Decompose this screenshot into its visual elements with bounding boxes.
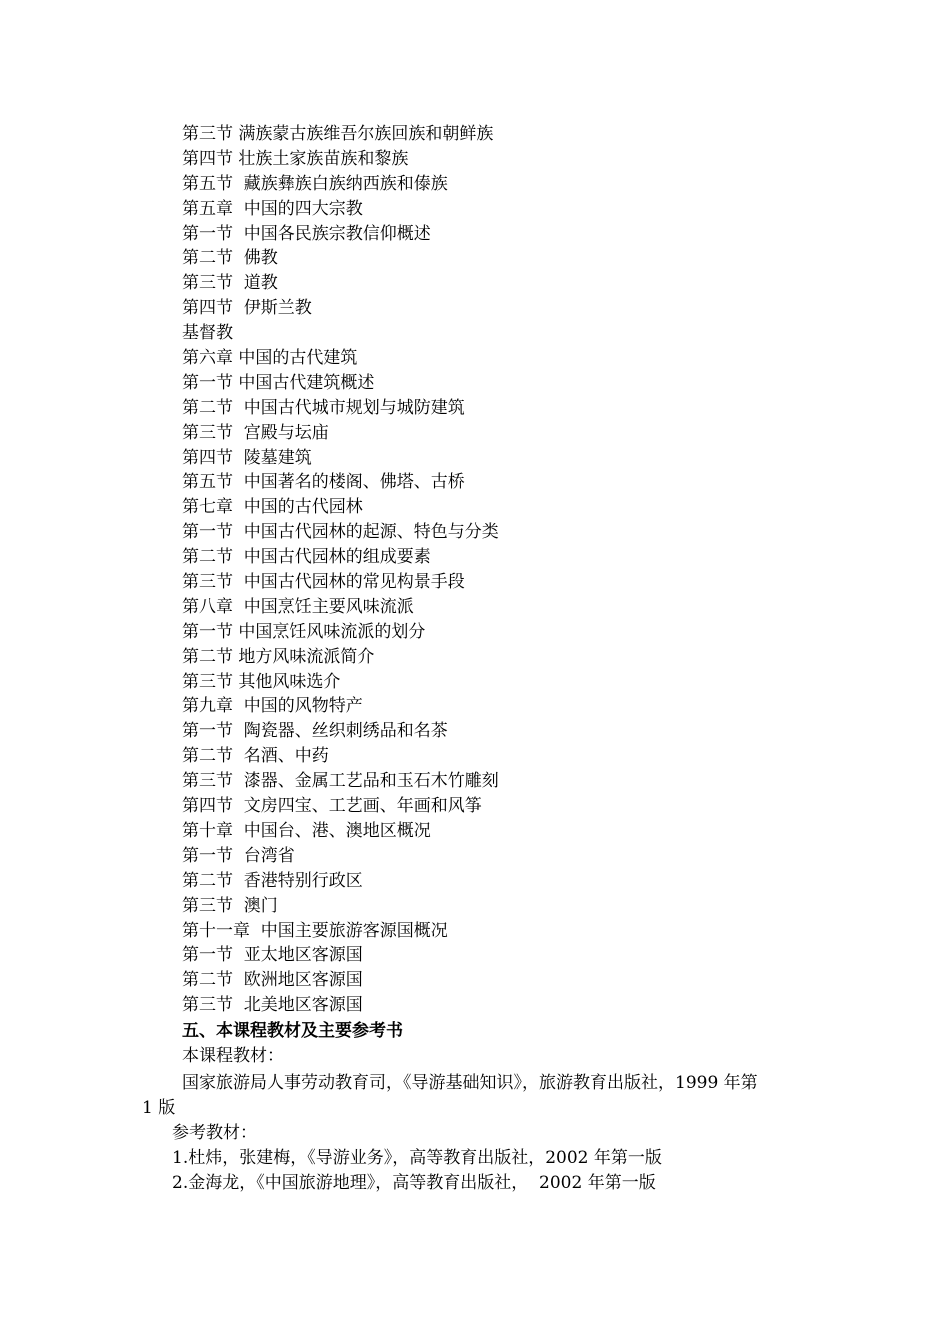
toc-item: 第二节 中国古代城市规划与城防建筑 [182, 397, 465, 418]
toc-item: 第三节 道教 [182, 273, 278, 294]
toc-item: 第三节 中国古代园林的常见构景手段 [182, 572, 465, 593]
toc-item: 第一节 陶瓷器、丝织刺绣品和名茶 [182, 721, 448, 742]
toc-item: 第四节 陵墓建筑 [182, 447, 312, 468]
toc-item: 第二节 香港特别行政区 [182, 870, 363, 891]
reference-label: 参考教材： [172, 1123, 257, 1143]
toc-item: 第八章 中国烹饪主要风味流派 [182, 596, 414, 617]
toc-item: 第一节 中国烹饪风味流派的划分 [182, 621, 426, 642]
toc-item: 第一节 亚太地区客源国 [182, 945, 363, 966]
toc-item: 第二节 地方风味流派简介 [182, 646, 375, 667]
toc-item: 第二节 欧洲地区客源国 [182, 970, 363, 991]
toc-item: 第二节 名酒、中药 [182, 746, 329, 767]
toc-item: 第三节 漆器、金属工艺品和玉石木竹雕刻 [182, 771, 499, 792]
toc-item: 第七章 中国的古代园林 [182, 497, 363, 518]
section-heading: 五、本课程教材及主要参考书 [182, 1021, 403, 1041]
toc-item: 第十章 中国台、港、澳地区概况 [182, 820, 431, 841]
toc-item: 第三节 满族蒙古族维吾尔族回族和朝鲜族 [182, 124, 494, 144]
toc-item: 第三节 宫殿与坛庙 [182, 422, 329, 443]
reference-item: 1.杜炜，张建梅，《导游业务》，高等教育出版社，2002 年第一版 [172, 1148, 662, 1168]
toc-item: 第九章 中国的风物特产 [182, 696, 363, 717]
toc-item: 第四节 文房四宝、工艺画、年画和风筝 [182, 796, 482, 817]
toc-item: 第三节 北美地区客源国 [182, 995, 363, 1016]
toc-item: 第一节 中国古代园林的起源、特色与分类 [182, 522, 499, 543]
textbook-citation-line1: 国家旅游局人事劳动教育司，《导游基础知识》，旅游教育出版社，1999 年第 [182, 1073, 758, 1093]
toc-item: 第五章 中国的四大宗教 [182, 198, 363, 219]
toc-item: 第五节 中国著名的楼阁、佛塔、古桥 [182, 472, 465, 493]
table-of-contents [182, 122, 499, 1018]
toc-item: 第一节 台湾省 [182, 845, 295, 866]
toc-item: 第四节 壮族土家族苗族和黎族 [182, 148, 409, 169]
toc-item: 第一节 中国古代建筑概述 [182, 372, 375, 393]
textbook-label: 本课程教材： [182, 1046, 284, 1066]
toc-item: 第三节 澳门 [182, 895, 278, 916]
toc-item: 第二节 佛教 [182, 248, 278, 269]
toc-item: 第六章 中国的古代建筑 [182, 348, 358, 369]
toc-item: 第二节 中国古代园林的组成要素 [182, 547, 431, 568]
toc-item: 基督教 [182, 323, 233, 344]
toc-item: 第十一章 中国主要旅游客源国概况 [182, 920, 448, 941]
reference-item: 2.金海龙，《中国旅游地理》，高等教育出版社， 2002 年第一版 [172, 1173, 656, 1193]
toc-item: 第四节 伊斯兰教 [182, 298, 312, 319]
textbook-citation-line2: 1 版 [142, 1098, 176, 1118]
toc-item: 第三节 其他风味选介 [182, 671, 341, 692]
toc-item: 第五节 藏族彝族白族纳西族和傣族 [182, 173, 448, 194]
toc-item: 第一节 中国各民族宗教信仰概述 [182, 223, 431, 244]
